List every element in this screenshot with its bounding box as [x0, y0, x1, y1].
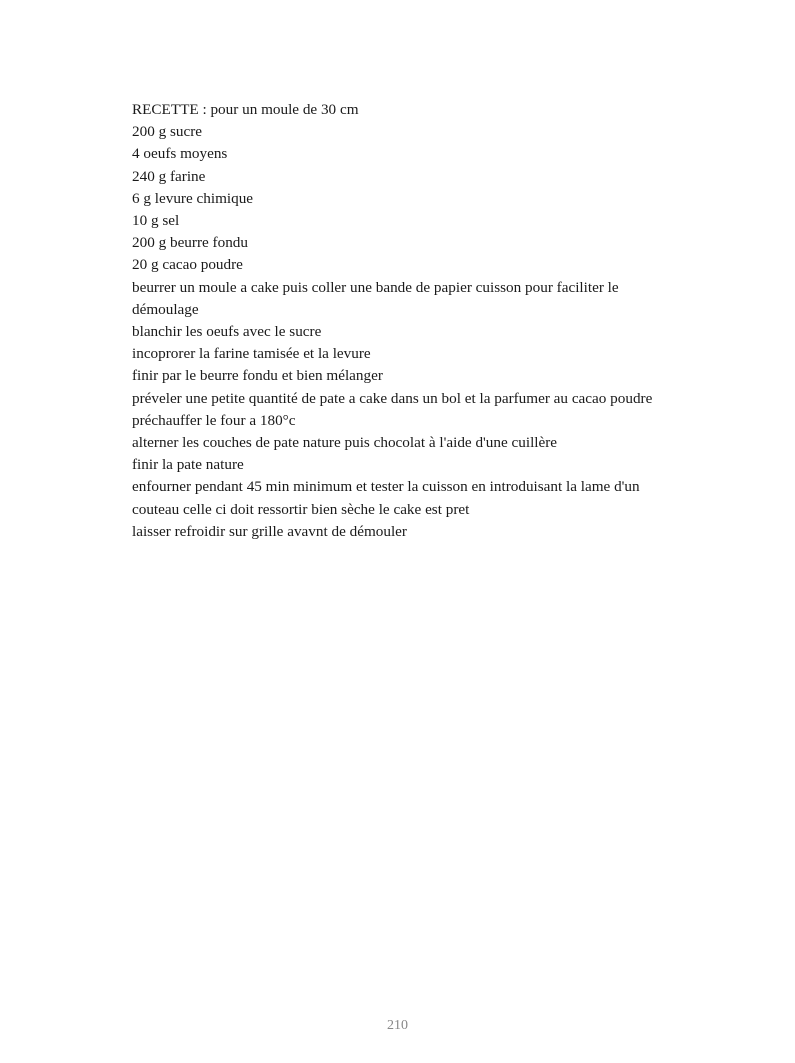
- instruction-line: laisser refroidir sur grille avavnt de démouler: [132, 522, 407, 540]
- instruction-line: blanchir les oeufs avec le sucre: [132, 323, 322, 341]
- page-number: 210: [387, 1018, 408, 1033]
- instruction-line: préveler une petite quantité de pate a cake dans un bol et la parfumer au cacao poudre: [132, 389, 653, 407]
- ingredient-line: 200 g beurre fondu: [132, 234, 248, 252]
- ingredient-line: 240 g farine: [132, 167, 206, 185]
- ingredient-line: 20 g cacao poudre: [132, 256, 243, 274]
- recipe-title: RECETTE : pour un moule de 30 cm: [132, 101, 359, 118]
- instruction-line: beurrer un moule a cake puis coller une bande de papier cuisson pour faciliter le démoulage: [132, 278, 619, 318]
- ingredient-line: 200 g sucre: [132, 123, 203, 141]
- instruction-line: enfourner pendant 45 min minimum et tester la cuisson en introduisant la lame d'un couteau celle ci doit ressortir bien sèche le cake est pret: [132, 478, 640, 518]
- ingredient-line: 6 g levure chimique: [132, 189, 254, 207]
- recipe-body: [132, 99, 672, 543]
- ingredient-line: 4 oeufs moyens: [132, 145, 228, 163]
- instruction-line: incoprorer la farine tamisée et la levure: [132, 345, 371, 363]
- instruction-line: alterner les couches de pate nature puis chocolat à l'aide d'une cuillère: [132, 434, 558, 452]
- ingredient-line: 10 g sel: [132, 212, 180, 230]
- instruction-line: finir la pate nature: [132, 456, 244, 474]
- instruction-line: préchauffer le four a 180°c: [132, 411, 296, 429]
- instruction-line: finir par le beurre fondu et bien mélanger: [132, 367, 383, 385]
